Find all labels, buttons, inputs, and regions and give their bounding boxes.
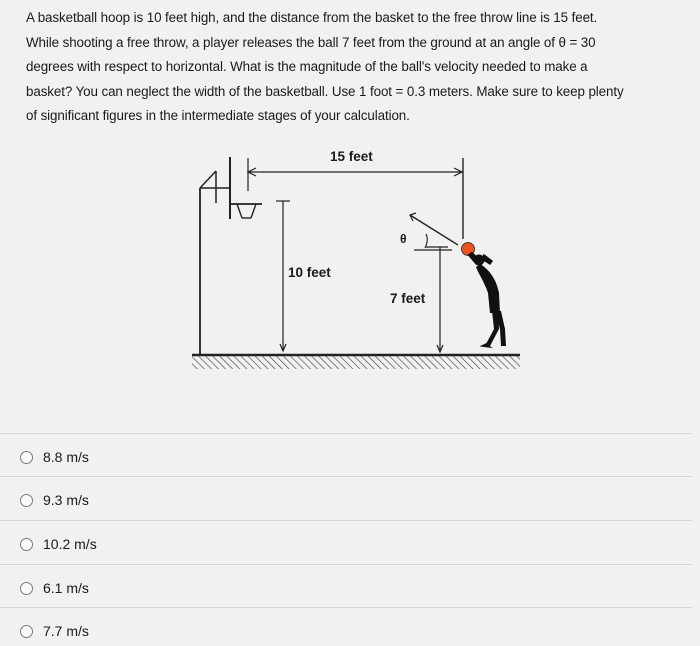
radio-button[interactable] — [20, 582, 33, 595]
option-label: 7.7 m/s — [43, 623, 89, 639]
answer-option-5[interactable] — [20, 619, 89, 643]
divider — [0, 476, 692, 477]
floor-hatch — [192, 356, 520, 369]
launch-direction — [410, 215, 458, 245]
angle-label: θ — [400, 232, 407, 246]
question-line: of significant figures in the intermediate stages of your calculation. — [26, 108, 410, 123]
figure-diagram — [190, 143, 530, 378]
player-silhouette — [469, 253, 506, 347]
divider — [0, 520, 692, 521]
hoop-height-label: 10 feet — [288, 265, 331, 280]
release-height-label: 7 feet — [390, 291, 426, 306]
distance-label: 15 feet — [330, 149, 373, 164]
divider — [0, 433, 692, 434]
option-label: 6.1 m/s — [43, 580, 89, 596]
question-line: While shooting a free throw, a player releases the ball 7 feet from the ground at an angle of θ = 30 — [26, 34, 596, 50]
answer-option-1[interactable] — [20, 445, 89, 469]
problem-figure — [190, 143, 530, 383]
question-line: A basketball hoop is 10 feet high, and the distance from the basket to the free throw line is 15 feet. — [26, 10, 598, 25]
radio-button[interactable] — [20, 538, 33, 551]
answer-option-4[interactable] — [20, 576, 89, 600]
answer-option-3[interactable] — [20, 532, 97, 556]
option-label: 8.8 m/s — [43, 449, 89, 465]
divider — [0, 564, 692, 565]
radio-button[interactable] — [20, 451, 33, 464]
radio-button[interactable] — [20, 625, 33, 638]
hoop-net — [237, 204, 242, 218]
question-line: degrees with respect to horizontal. What is the magnitude of the ball's velocity needed to make a — [26, 59, 588, 74]
question-text — [26, 6, 686, 129]
option-label: 10.2 m/s — [43, 536, 97, 552]
divider — [0, 607, 692, 608]
radio-button[interactable] — [20, 494, 33, 507]
answer-option-2[interactable] — [20, 488, 89, 512]
option-label: 9.3 m/s — [43, 492, 89, 508]
question-line: basket? You can neglect the width of the basketball. Use 1 foot = 0.3 meters. Make sure to keep plenty — [26, 83, 624, 99]
angle-arc — [425, 234, 427, 248]
